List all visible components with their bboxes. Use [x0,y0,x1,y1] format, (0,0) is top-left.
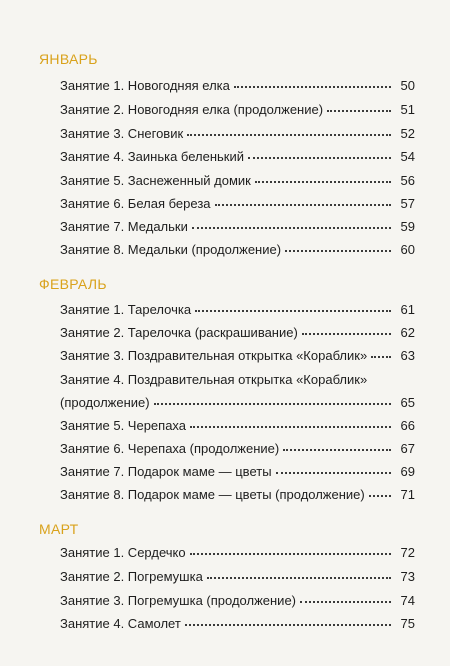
dot-leader [215,204,391,206]
toc-entry [60,441,415,457]
page-number: 62 [400,325,415,340]
page-number: 65 [400,395,415,410]
entry-title: Занятие 4. Заинька беленький [60,149,244,164]
dot-leader [185,624,391,626]
entry-title: Занятие 6. Черепаха (продолжение) [60,441,280,456]
toc-entry [60,219,415,235]
page-number: 61 [400,302,415,317]
entry-title: Занятие 5. Черепаха [60,418,187,433]
entry-title: Занятие 3. Снеговик [60,126,184,141]
dot-leader [192,227,391,229]
toc-entry [60,593,415,609]
toc-entry [60,348,415,364]
toc-entry [60,325,415,341]
page-number: 69 [400,464,415,479]
dot-leader [255,181,391,183]
toc-entry [60,173,415,189]
dot-leader [283,449,391,451]
dot-leader [276,472,391,474]
entry-title: Занятие 5. Заснеженный домик [60,173,251,188]
dot-leader [190,553,391,555]
toc-entry [60,464,415,480]
dot-leader [187,134,391,136]
toc-entry [60,545,415,561]
dot-leader [327,110,391,112]
section-title-january: ЯНВАРЬ [39,51,98,67]
dot-leader [371,356,391,358]
page-number: 73 [400,569,415,584]
page-number: 52 [400,126,415,141]
entry-title: Занятие 1. Сердечко [60,545,186,560]
page-number: 54 [400,149,415,164]
page-number: 72 [400,545,415,560]
entry-title: Занятие 8. Медальки (продолжение) [60,242,282,257]
toc-entry [60,78,415,94]
entry-title: Занятие 1. Тарелочка [60,302,192,317]
entry-title: Занятие 7. Подарок маме — цветы [60,464,272,479]
toc-entry [60,149,415,165]
entry-title: Занятие 2. Новогодняя елка (продолжение) [60,102,324,117]
section-title-march: МАРТ [39,521,79,537]
section-title-february: ФЕВРАЛЬ [39,276,107,292]
entry-title-line1: Занятие 4. Поздравительная открытка «Кораблик» [60,372,368,387]
dot-leader [195,310,391,312]
entry-title: Занятие 7. Медальки [60,219,188,234]
entry-title: Занятие 6. Белая береза [60,196,211,211]
dot-leader [302,333,391,335]
toc-entry [60,302,415,318]
page-number: 59 [400,219,415,234]
toc-entry [60,418,415,434]
page-number: 51 [400,102,415,117]
entry-title: Занятие 2. Погремушка [60,569,203,584]
page-number: 74 [400,593,415,608]
toc-entry [60,126,415,142]
page-number: 50 [400,78,415,93]
entry-title: Занятие 8. Подарок маме — цветы (продолжение) [60,487,365,502]
dot-leader [300,601,391,603]
page-number: 75 [400,616,415,631]
dot-leader [190,426,391,428]
page-number: 63 [400,348,415,363]
toc-entry [60,242,415,258]
dot-leader [154,403,391,405]
dot-leader [207,577,391,579]
entry-title: Занятие 3. Поздравительная открытка «Кораблик» [60,348,368,363]
dot-leader [234,86,391,88]
toc-entry [60,196,415,212]
page-number: 56 [400,173,415,188]
dot-leader [248,157,391,159]
toc-entry [60,569,415,585]
page-number: 71 [400,487,415,502]
entry-title: Занятие 4. Самолет [60,616,181,631]
page-number: 57 [400,196,415,211]
entry-title-line2: (продолжение) [60,395,150,410]
dot-leader [369,495,391,497]
toc-entry [60,487,415,503]
toc-entry [60,102,415,118]
entry-title: Занятие 2. Тарелочка (раскрашивание) [60,325,298,340]
page-number: 66 [400,418,415,433]
entry-title: Занятие 1. Новогодняя елка [60,78,230,93]
entry-title: Занятие 3. Погремушка (продолжение) [60,593,296,608]
dot-leader [285,250,391,252]
toc-entry [60,395,415,411]
page-number: 60 [400,242,415,257]
toc-entry [60,616,415,632]
page-number: 67 [400,441,415,456]
